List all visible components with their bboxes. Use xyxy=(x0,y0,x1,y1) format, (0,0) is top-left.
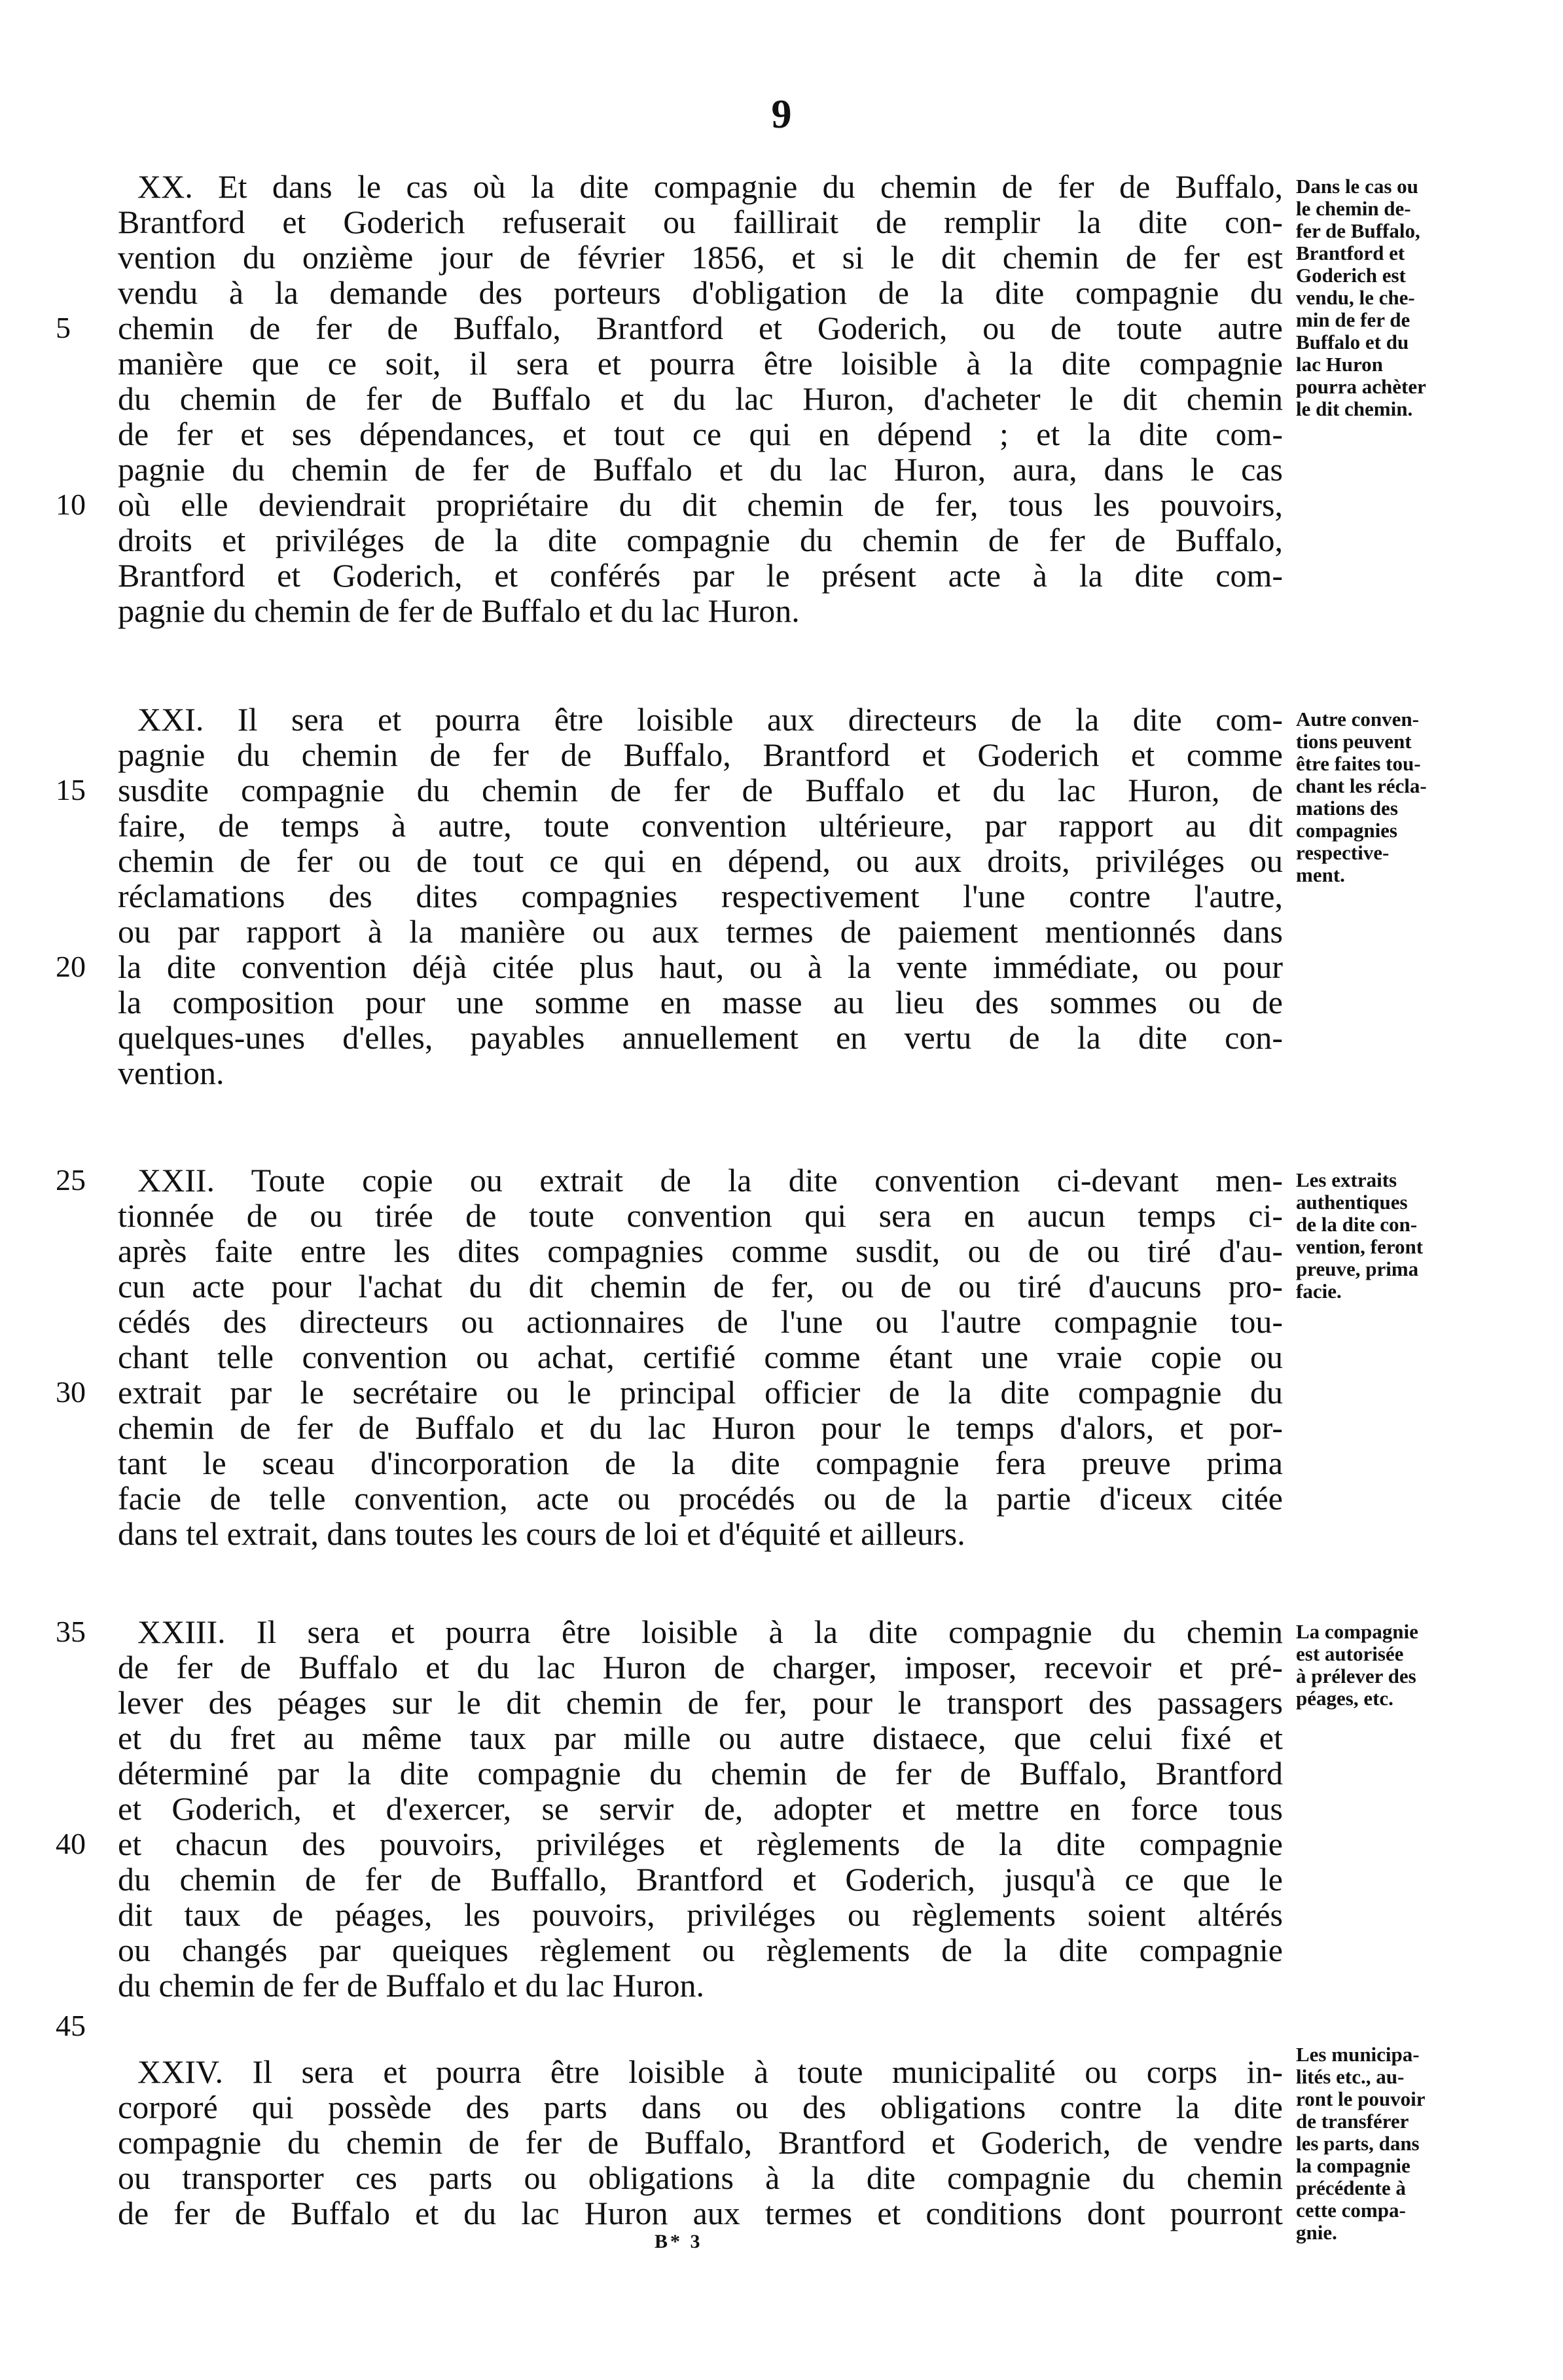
margin-note-line: Autre conven- xyxy=(1296,708,1419,730)
text-line: où elle deviendrait propriétaire du dit chemin de fer, tous les pouvoirs, xyxy=(118,486,1283,523)
text-line: XXIV. Il sera et pourra être loisible à toute municipalité ou corps in- xyxy=(137,2053,1283,2090)
text-line: vendu à la demande des porteurs d'obligation de la dite compagnie du xyxy=(118,274,1283,311)
text-line: cun acte pour l'achat du dit chemin de fer, ou de ou tiré d'aucuns pro- xyxy=(118,1268,1283,1305)
margin-note-line: ment. xyxy=(1296,863,1345,886)
text-line: pagnie du chemin de fer de Buffalo et du lac Huron. xyxy=(118,592,800,629)
margin-note-line: être faites tou- xyxy=(1296,752,1421,775)
margin-note-line: péages, etc. xyxy=(1296,1687,1393,1710)
margin-note-line: Brantford et xyxy=(1296,242,1405,264)
text-line: chemin de fer ou de tout ce qui en dépend, ou aux droits, priviléges ou xyxy=(118,842,1283,879)
margin-note-line: cette compa- xyxy=(1296,2199,1406,2222)
margin-note-line: lités etc., au- xyxy=(1296,2065,1405,2088)
text-line: pagnie du chemin de fer de Buffalo et du lac Huron, aura, dans le cas xyxy=(118,451,1283,488)
text-line: et Goderich, et d'exercer, se servir de, adopter et mettre en force tous xyxy=(118,1790,1283,1827)
margin-note-line: facie. xyxy=(1296,1280,1342,1303)
text-line: du chemin de fer de Buffallo, Brantford et Goderich, jusqu'à ce que le xyxy=(118,1861,1283,1898)
text-line: pagnie du chemin de fer de Buffalo, Brantford et Goderich et comme xyxy=(118,736,1283,773)
text-line: déterminé par la dite compagnie du chemin de fer de Buffalo, Brantford xyxy=(118,1755,1283,1792)
margin-note xyxy=(1296,175,1512,420)
text-line: XX. Et dans le cas où la dite compagnie du chemin de fer de Buffalo, xyxy=(137,168,1283,205)
margin-note-line: ront le pouvoir xyxy=(1296,2087,1426,2110)
margin-note-line: le dit chemin. xyxy=(1296,397,1413,420)
margin-note-line: tions peuvent xyxy=(1296,730,1412,753)
margin-note-line: le chemin de- xyxy=(1296,197,1411,220)
line-number: 5 xyxy=(56,311,71,344)
text-line: réclamations des dites compagnies respectivement l'une contre l'autre, xyxy=(118,878,1283,914)
margin-note-line: fer de Buffalo, xyxy=(1296,219,1420,242)
text-line: droits et priviléges de la dite compagnie du chemin de fer de Buffalo, xyxy=(118,522,1283,558)
text-line: tionnée de ou tirée de toute convention qui sera en aucun temps ci- xyxy=(118,1197,1283,1234)
page-number: 9 xyxy=(771,92,792,137)
margin-note-line: Dans le cas ou xyxy=(1296,175,1418,198)
text-line: extrait par le secrétaire ou le principal officier de la dite compagnie du xyxy=(118,1374,1283,1411)
text-line: de fer de Buffalo et du lac Huron de charger, imposer, recevoir et pré- xyxy=(118,1649,1283,1686)
margin-note-line: authentiques xyxy=(1296,1191,1408,1214)
margin-note-line: est autorisée xyxy=(1296,1642,1404,1665)
margin-note-line: Buffalo et du xyxy=(1296,331,1409,353)
margin-note xyxy=(1296,1621,1512,1710)
margin-note-line: gnie. xyxy=(1296,2221,1337,2244)
text-line: susdite compagnie du chemin de fer de Buffalo et du lac Huron, de xyxy=(118,772,1283,808)
text-line: la composition pour une somme en masse au lieu des sommes ou de xyxy=(118,984,1283,1020)
text-line: chemin de fer de Buffalo, Brantford et Goderich, ou de toute autre xyxy=(118,310,1283,346)
signature-mark: B* 3 xyxy=(655,2231,703,2252)
text-line: Brantford et Goderich refuserait ou faillirait de remplir la dite con- xyxy=(118,204,1283,240)
text-line: cédés des directeurs ou actionnaires de l'une ou l'autre compagnie tou- xyxy=(118,1303,1283,1340)
text-line: XXI. Il sera et pourra être loisible aux directeurs de la dite com- xyxy=(137,701,1283,738)
margin-note-line: vendu, le che- xyxy=(1296,286,1415,309)
margin-note xyxy=(1296,708,1512,886)
margin-note-line: précédente à xyxy=(1296,2176,1406,2199)
line-number: 25 xyxy=(56,1163,86,1197)
margin-note-line: chant les récla- xyxy=(1296,774,1427,797)
text-line: Brantford et Goderich, et conférés par le présent acte à la dite com- xyxy=(118,557,1283,594)
text-line: compagnie du chemin de fer de Buffalo, Brantford et Goderich, de vendre xyxy=(118,2124,1283,2161)
margin-note-line: les parts, dans xyxy=(1296,2132,1420,2155)
text-line: de fer et ses dépendances, et tout ce qui en dépend ; et la dite com- xyxy=(118,416,1283,452)
margin-note-line: mations des xyxy=(1296,797,1398,820)
margin-note-line: à prélever des xyxy=(1296,1665,1416,1687)
line-number: 35 xyxy=(56,1615,86,1648)
text-line: ou par rapport à la manière ou aux termes de paiement mentionnés dans xyxy=(118,913,1283,950)
text-line: après faite entre les dites compagnies comme susdit, ou de ou tiré d'au- xyxy=(118,1233,1283,1269)
text-line: corporé qui possède des parts dans ou des obligations contre la dite xyxy=(118,2089,1283,2125)
margin-note-line: de la dite con- xyxy=(1296,1213,1418,1236)
text-line: et chacun des pouvoirs, priviléges et règlements de la dite compagnie xyxy=(118,1826,1283,1862)
margin-note-line: respective- xyxy=(1296,841,1390,864)
text-line: ou changés par queiques règlement ou règlements de la dite compagnie xyxy=(118,1932,1283,1968)
line-number: 40 xyxy=(56,1827,86,1860)
line-number: 45 xyxy=(56,2009,86,2042)
margin-note-line: pourra achèter xyxy=(1296,375,1426,398)
margin-note-line: de transférer xyxy=(1296,2110,1409,2133)
text-line: la dite convention déjà citée plus haut, ou à la vente immédiate, ou pour xyxy=(118,948,1283,985)
text-line: manière que ce soit, il sera et pourra être loisible à la dite compagnie xyxy=(118,345,1283,382)
text-line: faire, de temps à autre, toute convention ultérieure, par rapport au dit xyxy=(118,807,1283,844)
text-line: dit taux de péages, les pouvoirs, priviléges ou règlements soient altérés xyxy=(118,1896,1283,1933)
margin-note-line: Les municipa- xyxy=(1296,2043,1420,2066)
margin-note-line: lac Huron xyxy=(1296,353,1383,376)
text-line: XXII. Toute copie ou extrait de la dite convention ci-devant men- xyxy=(137,1162,1283,1199)
text-line: lever des péages sur le dit chemin de fer, pour le transport des passagers xyxy=(118,1684,1283,1721)
margin-note xyxy=(1296,2044,1512,2244)
text-line: quelques-unes d'elles, payables annuellement en vertu de la dite con- xyxy=(118,1019,1283,1056)
margin-note-line: vention, feront xyxy=(1296,1235,1424,1258)
margin-note-line: compagnies xyxy=(1296,819,1397,842)
margin-note xyxy=(1296,1169,1512,1303)
line-number: 15 xyxy=(56,773,86,806)
margin-note-line: min de fer de xyxy=(1296,308,1410,331)
text-line: vention. xyxy=(118,1055,225,1091)
line-number: 10 xyxy=(56,488,86,521)
text-line: dans tel extrait, dans toutes les cours de loi et d'équité et ailleurs. xyxy=(118,1515,965,1552)
text-line: vention du onzième jour de février 1856, et si le dit chemin de fer est xyxy=(118,239,1283,276)
text-line: XXIII. Il sera et pourra être loisible à la dite compagnie du chemin xyxy=(137,1614,1283,1650)
text-line: chant telle convention ou achat, certifié comme étant une vraie copie ou xyxy=(118,1339,1283,1375)
margin-note-line: Goderich est xyxy=(1296,264,1406,287)
line-number: 20 xyxy=(56,950,86,983)
text-line: du chemin de fer de Buffalo et du lac Huron, d'acheter le dit chemin xyxy=(118,380,1283,417)
margin-note-line: La compagnie xyxy=(1296,1620,1418,1643)
text-line: facie de telle convention, acte ou procédés ou de la partie d'iceux citée xyxy=(118,1480,1283,1517)
text-line: chemin de fer de Buffalo et du lac Huron pour le temps d'alors, et por- xyxy=(118,1409,1283,1446)
text-line: du chemin de fer de Buffalo et du lac Huron. xyxy=(118,1967,704,2004)
margin-note-line: preuve, prima xyxy=(1296,1257,1419,1280)
text-line: tant le sceau d'incorporation de la dite compagnie fera preuve prima xyxy=(118,1445,1283,1481)
text-line: de fer de Buffalo et du lac Huron aux termes et conditions dont pourront xyxy=(118,2195,1283,2231)
text-line: ou transporter ces parts ou obligations à la dite compagnie du chemin xyxy=(118,2159,1283,2196)
margin-note-line: Les extraits xyxy=(1296,1168,1397,1191)
margin-note-line: la compagnie xyxy=(1296,2154,1410,2177)
text-line: et du fret au même taux par mille ou autre distaece, que celui fixé et xyxy=(118,1720,1283,1756)
line-number: 30 xyxy=(56,1375,86,1409)
